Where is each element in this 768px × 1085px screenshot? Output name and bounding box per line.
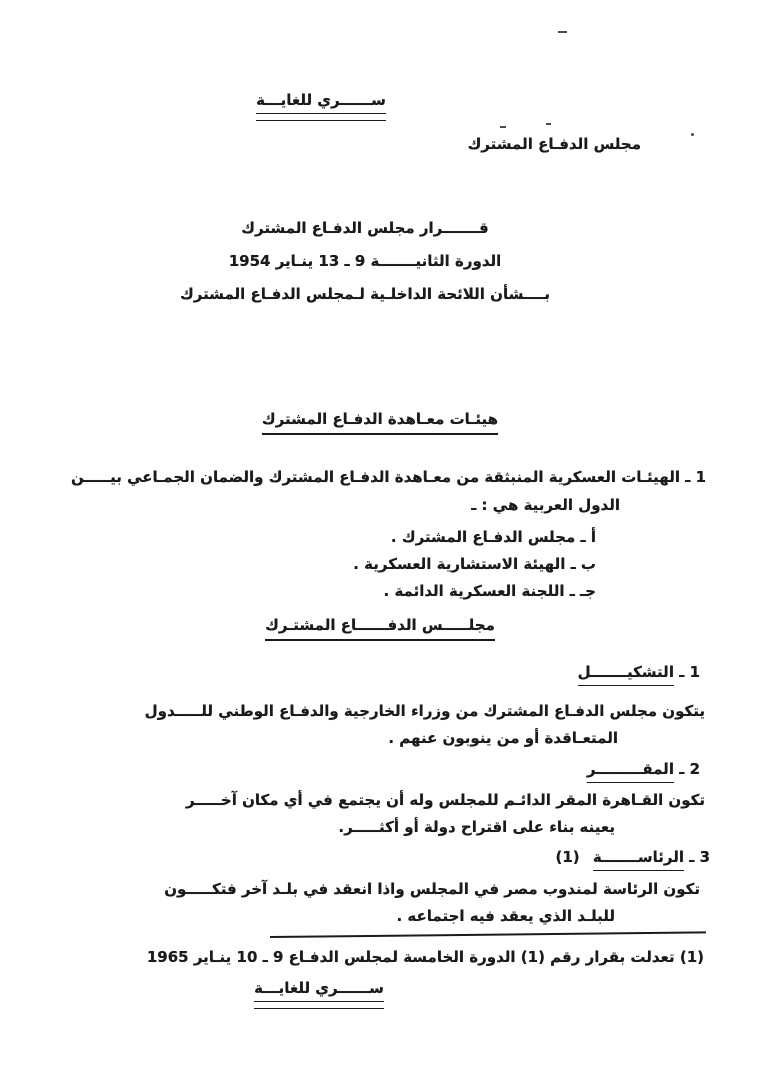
article-body-line: تكون الرئاسة لمندوب مصر في المجلس واذا انعقد في بلـد آخر فتكـــــون xyxy=(164,880,700,898)
section-heading-council xyxy=(80,615,680,641)
list-item: جـ ـ اللجنة العسكرية الدائمة . xyxy=(383,582,596,600)
article-number: 2 ـ xyxy=(679,760,700,778)
article-body-line: المتعـاقدة أو من ينوبون عنهم . xyxy=(388,729,618,747)
article-body-line: للبلـد الذي يعقد فيه اجتماعه . xyxy=(396,907,615,925)
scan-artifact xyxy=(546,123,551,125)
article-heading xyxy=(578,662,700,686)
classification-stamp-top xyxy=(250,90,392,121)
section-heading-treaty-bodies xyxy=(80,409,680,435)
article-title: التشكيـــــــل xyxy=(578,662,674,686)
decision-title-block xyxy=(85,212,645,311)
article-number: 1 ـ xyxy=(679,663,700,681)
scan-artifact xyxy=(691,133,694,136)
article-body-line: يعينه بناء على اقتراح دولة أو أكثـــــر. xyxy=(338,818,615,836)
classification-underline xyxy=(256,90,386,121)
classification-stamp-bottom xyxy=(248,978,390,1009)
article-heading xyxy=(587,759,700,783)
list-item: ب ـ الهيئة الاستشارية العسكرية . xyxy=(353,555,596,573)
footnote-separator-line xyxy=(270,931,706,938)
classification-text: ســــــري للغايـــة xyxy=(256,90,386,114)
org-title: مجلس الدفـاع المشترك xyxy=(467,135,641,153)
scan-artifact xyxy=(500,126,506,128)
article-footnote-ref: (1) xyxy=(555,848,580,866)
footnote: (1) تعدلت بقرار رقم (1) الدورة الخامسة لمجلس الدفـاع 9 ـ 10 ينـاير 1965 xyxy=(146,948,704,966)
decision-title-line-1: قـــــــرار مجلس الدفـاع المشترك xyxy=(241,219,489,237)
classification-underline xyxy=(254,978,384,1009)
list-item: أ ـ مجلس الدفـاع المشترك . xyxy=(390,528,596,546)
section-heading-text: هيئـات معـاهدة الدفـاع المشترك xyxy=(262,409,498,435)
scan-artifact xyxy=(558,31,567,33)
article-title: المقـــــــــر xyxy=(587,759,674,783)
article-body-line: تكون القـاهرة المقر الدائـم للمجلس وله أن يجتمع في أي مكان آخـــــر xyxy=(185,791,705,809)
article-number: 3 ـ xyxy=(689,848,710,866)
article-body-line: يتكون مجلس الدفـاع المشترك من وزراء الخارجية والدفـاع الوطني للـــــدول xyxy=(144,702,705,720)
decision-title-line-2: الدورة الثانيـــــــة 9 ـ 13 ينـاير 1954 xyxy=(228,252,502,270)
treaty-bodies-intro-line-1: 1 ـ الهيئـات العسكرية المنبثقة من معـاهدة الدفـاع المشترك والضمان الجمـاعي بيـــــن xyxy=(70,468,706,486)
treaty-bodies-intro-line-2: الدول العربية هي : ـ xyxy=(471,496,620,514)
article-title: الرئاســـــــة xyxy=(593,847,684,871)
decision-title-line-3: بــــشأن اللائحة الداخلـية لـمجلس الدفـاع المشترك xyxy=(179,285,551,303)
classification-text: ســــــري للغايـــة xyxy=(254,978,384,1002)
article-heading xyxy=(555,847,710,871)
section-heading-text: مجلـــــس الدفــــــاع المشتـرك xyxy=(265,615,495,641)
